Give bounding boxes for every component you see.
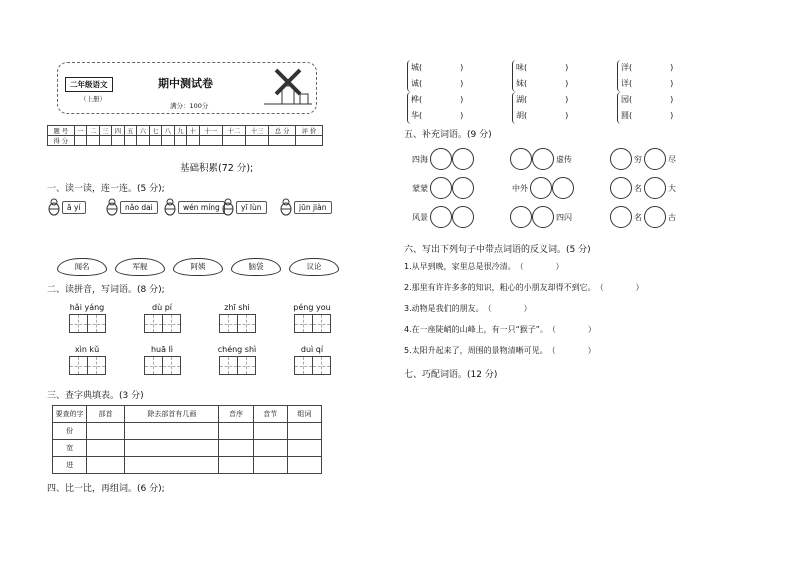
dict-input-cell[interactable] [125, 440, 219, 457]
q1-word-leaf: 军舰 [115, 258, 165, 276]
score-header-cell: 九 [174, 126, 186, 136]
score-input-cell[interactable] [222, 136, 245, 146]
score-input-cell[interactable] [269, 136, 296, 146]
q2-word-item [202, 303, 272, 333]
writing-boxes [202, 314, 272, 333]
q5-item [410, 148, 474, 170]
score-header-cell: 评 价 [296, 126, 323, 136]
dict-char-cell: 进 [53, 457, 87, 474]
q5-item [410, 206, 474, 228]
writing-cell[interactable] [162, 314, 181, 333]
dict-char-cell: 宽 [53, 440, 87, 457]
q1-pinyin-item [105, 198, 158, 216]
q2-pinyin: huā lì [150, 345, 174, 354]
q5-grid [410, 148, 710, 230]
apple-blank-icon[interactable] [644, 148, 666, 170]
q1-pinyin-row [47, 198, 337, 218]
apple-blank-icon[interactable] [610, 206, 632, 228]
q5-word: 穷 [634, 154, 642, 164]
writing-cell[interactable] [294, 356, 313, 375]
q1-pinyin-item [47, 198, 86, 216]
q4-close: ) [670, 95, 674, 104]
total-score: 满分：100分 [170, 102, 209, 110]
bee-icon [163, 198, 177, 216]
q2-pinyin: péng you [293, 303, 331, 312]
score-input-cell[interactable] [246, 136, 269, 146]
q4-char: 味( [516, 63, 528, 72]
dict-table [52, 405, 322, 474]
apple-blank-icon[interactable] [430, 177, 452, 199]
apple-blank-icon[interactable] [452, 177, 474, 199]
volume-label: （上册） [80, 95, 106, 103]
score-header-cell: 四 [112, 126, 124, 136]
q5-word: 虚传 [556, 154, 572, 164]
q1-pinyin-text: nǎo dai [120, 201, 158, 214]
dict-input-cell[interactable] [219, 440, 253, 457]
score-table [47, 125, 323, 146]
score-row-label: 得 分 [48, 136, 75, 146]
score-input-cell[interactable] [187, 136, 199, 146]
bee-icon [47, 198, 61, 216]
apple-blank-icon[interactable] [430, 148, 452, 170]
q4-item [411, 60, 463, 76]
score-input-cell[interactable] [162, 136, 174, 146]
apple-blank-icon[interactable] [532, 206, 554, 228]
q1-word-leaf: 议论 [289, 258, 339, 276]
dict-input-cell[interactable] [125, 457, 219, 474]
score-header-cell: 三 [99, 126, 111, 136]
score-input-cell[interactable] [74, 136, 86, 146]
q5-word: 中外 [512, 183, 528, 193]
q4-char: 详( [621, 79, 633, 88]
q4-close: ) [565, 111, 569, 120]
q4-close: ) [670, 79, 674, 88]
q1-pinyin-text: yī lùn [236, 201, 267, 214]
q4-char: 园( [621, 95, 633, 104]
q4-char: 洋( [621, 63, 633, 72]
writing-cell[interactable] [219, 356, 238, 375]
q4-pair [617, 92, 673, 124]
q4-char: 湖( [516, 95, 528, 104]
writing-cell[interactable] [144, 356, 163, 375]
writing-cell[interactable] [237, 314, 256, 333]
q2-word-item [277, 303, 347, 333]
q4-close: ) [565, 63, 569, 72]
q4-char: 桦( [411, 95, 423, 104]
q2-pinyin: zhī shi [224, 303, 250, 312]
apple-blank-icon[interactable] [610, 177, 632, 199]
dict-header-cell: 除去部首有几画 [125, 406, 219, 423]
dict-input-cell[interactable] [287, 423, 321, 440]
writing-boxes [277, 314, 347, 333]
apple-blank-icon[interactable] [452, 206, 474, 228]
q5-item [610, 148, 678, 170]
q6-sentences [404, 261, 724, 366]
apple-blank-icon[interactable] [510, 148, 532, 170]
q4-char: 胡( [516, 111, 528, 120]
score-input-cell[interactable] [199, 136, 222, 146]
q6-sentence: 3.动物是我们的朋友。 （ ） [404, 304, 532, 313]
q4-item [516, 76, 568, 92]
apple-blank-icon[interactable] [552, 177, 574, 199]
dict-input-cell[interactable] [253, 440, 287, 457]
q1-word-leaf: 脑袋 [231, 258, 281, 276]
basic-section-title: 基础积累(72 分); [180, 163, 254, 174]
q6-sentence: 2.那里有许许多多的知识，粗心的小朋友却得不到它。 （ ） [404, 283, 644, 292]
q5-item [510, 206, 574, 228]
q5-item [510, 148, 574, 170]
writing-cell[interactable] [219, 314, 238, 333]
apple-blank-icon[interactable] [452, 148, 474, 170]
q4-pair [407, 92, 463, 124]
q4-char: 妹( [516, 79, 528, 88]
q2-pinyin: hǎi yáng [69, 303, 105, 312]
apple-blank-icon[interactable] [644, 206, 666, 228]
dict-input-cell[interactable] [87, 440, 125, 457]
q2-word-item [127, 345, 197, 375]
q2-pinyin: duì qí [300, 345, 324, 354]
score-header-cell: 十一 [199, 126, 222, 136]
q4-item [516, 92, 568, 108]
q2-word-item [202, 345, 272, 375]
q2-pinyin: dù pí [152, 303, 172, 312]
q1-pinyin-text: wén míng [178, 201, 225, 214]
q4-groups [407, 60, 707, 122]
q5-word: 尽 [668, 154, 676, 164]
q5-word: 大 [668, 183, 676, 193]
writing-cell[interactable] [87, 314, 106, 333]
q4-char: 诚( [411, 79, 423, 88]
dict-header-cell: 音序 [219, 406, 253, 423]
q5-word: 四海 [412, 154, 428, 164]
q4-item [516, 108, 568, 124]
q1-word-leaf: 阿姨 [173, 258, 223, 276]
apple-blank-icon[interactable] [610, 148, 632, 170]
score-header-cell: 十二 [222, 126, 245, 136]
apple-blank-icon[interactable] [430, 206, 452, 228]
q4-close: ) [460, 95, 464, 104]
dict-input-cell[interactable] [253, 423, 287, 440]
apple-blank-icon[interactable] [644, 177, 666, 199]
q4-item [621, 92, 673, 108]
q6-sentence: 5.太阳升起来了，周围的景物清晰可见。 （ ） [404, 346, 596, 355]
q1-pinyin-text: ā yí [62, 201, 86, 214]
q1-pinyin-text: jūn jiàn [294, 201, 332, 214]
q4-pair [512, 60, 568, 92]
q3-title: 三、查字典填表。(3 分) [47, 391, 144, 401]
q2-title: 二、读拼音，写词语。(8 分); [47, 285, 165, 295]
score-header-cell: 题 号 [48, 126, 75, 136]
dict-header-cell: 部首 [87, 406, 125, 423]
q4-item [516, 60, 568, 76]
q5-title: 五、补充词语。(9 分) [404, 130, 492, 140]
exam-title: 期中测试卷 [158, 77, 213, 90]
writing-cell[interactable] [162, 356, 181, 375]
q6-sentence: 4.在一座陡峭的山峰上，有一只“猴子”。 （ ） [404, 325, 596, 334]
q5-item [510, 177, 574, 199]
writing-cell[interactable] [312, 356, 331, 375]
writing-cell[interactable] [87, 356, 106, 375]
q4-char: 华( [411, 111, 423, 120]
q4-char: 城( [411, 63, 423, 72]
q2-grid [52, 303, 342, 383]
writing-boxes [52, 356, 122, 375]
q4-close: ) [670, 63, 674, 72]
writing-cell[interactable] [69, 356, 88, 375]
apple-blank-icon[interactable] [530, 177, 552, 199]
score-header-cell: 一 [74, 126, 86, 136]
windmill-icon [262, 66, 314, 108]
q5-item [410, 177, 474, 199]
q2-pinyin: xìn kǔ [74, 345, 100, 354]
score-input-cell[interactable] [174, 136, 186, 146]
q4-close: ) [460, 111, 464, 120]
q5-word: 四闪 [556, 212, 572, 222]
q4-pair [617, 60, 673, 92]
q4-close: ) [565, 95, 569, 104]
writing-cell[interactable] [312, 314, 331, 333]
writing-boxes [277, 356, 347, 375]
dict-input-cell[interactable] [125, 423, 219, 440]
writing-boxes [127, 356, 197, 375]
dict-input-cell[interactable] [219, 423, 253, 440]
score-header-cell: 总 分 [269, 126, 296, 136]
writing-cell[interactable] [144, 314, 163, 333]
q1-words-row [57, 258, 347, 278]
writing-boxes [127, 314, 197, 333]
dict-header-cell: 组词 [287, 406, 321, 423]
q4-item [411, 108, 463, 124]
dict-input-cell[interactable] [87, 457, 125, 474]
q4-close: ) [460, 63, 464, 72]
dict-input-cell[interactable] [287, 440, 321, 457]
score-input-cell[interactable] [137, 136, 149, 146]
q4-title: 四、比一比，再组词。(6 分); [47, 484, 165, 494]
bee-icon [221, 198, 235, 216]
q4-close: ) [565, 79, 569, 88]
q4-pair [407, 60, 463, 92]
dict-input-cell[interactable] [219, 457, 253, 474]
writing-cell[interactable] [237, 356, 256, 375]
score-input-cell[interactable] [112, 136, 124, 146]
score-header-cell: 十 [187, 126, 199, 136]
dict-input-cell[interactable] [87, 423, 125, 440]
score-header-cell: 六 [137, 126, 149, 136]
q6-title: 六、写出下列句子中带点词语的反义词。(5 分) [404, 245, 591, 255]
q2-pinyin: chéng shì [217, 345, 257, 354]
score-input-cell[interactable] [87, 136, 99, 146]
grade-label: 二年级语文 [65, 77, 113, 92]
q7-title: 七、巧配词语。(12 分) [404, 370, 498, 380]
q5-word: 名 [634, 212, 642, 222]
q4-char: 圆( [621, 111, 633, 120]
q1-word-leaf: 闻名 [57, 258, 107, 276]
q1-title: 一、读一读，连一连。(5 分); [47, 184, 165, 194]
dict-header-cell: 要查的字 [53, 406, 87, 423]
q4-item [411, 76, 463, 92]
writing-boxes [52, 314, 122, 333]
dict-input-cell[interactable] [287, 457, 321, 474]
q4-close: ) [670, 111, 674, 120]
dict-input-cell[interactable] [253, 457, 287, 474]
apple-blank-icon[interactable] [510, 206, 532, 228]
q2-word-item [52, 303, 122, 333]
q4-item [621, 76, 673, 92]
q4-item [411, 92, 463, 108]
score-header-cell: 七 [149, 126, 161, 136]
q6-sentence: 1.从早到晚，家里总是很冷清。 （ ） [404, 262, 564, 271]
q5-item [610, 177, 678, 199]
score-header-cell: 五 [124, 126, 136, 136]
q4-close: ) [460, 79, 464, 88]
q2-word-item [127, 303, 197, 333]
writing-cell[interactable] [69, 314, 88, 333]
q2-word-item [277, 345, 347, 375]
q5-word: 风景 [412, 212, 428, 222]
q1-pinyin-item [163, 198, 225, 216]
writing-boxes [202, 356, 272, 375]
score-header-cell: 八 [162, 126, 174, 136]
q5-word: 古 [668, 212, 676, 222]
apple-blank-icon[interactable] [532, 148, 554, 170]
q4-item [621, 108, 673, 124]
score-input-cell[interactable] [296, 136, 323, 146]
score-input-cell[interactable] [99, 136, 111, 146]
dict-char-cell: 份 [53, 423, 87, 440]
bee-icon [105, 198, 119, 216]
score-header-cell: 十三 [246, 126, 269, 136]
writing-cell[interactable] [294, 314, 313, 333]
q4-pair [512, 92, 568, 124]
score-input-cell[interactable] [124, 136, 136, 146]
q1-pinyin-item [279, 198, 332, 216]
q1-pinyin-item [221, 198, 267, 216]
q2-word-item [52, 345, 122, 375]
score-header-cell: 二 [87, 126, 99, 136]
dict-header-cell: 音节 [253, 406, 287, 423]
q5-item [610, 206, 678, 228]
q5-word: 名 [634, 183, 642, 193]
bee-icon [279, 198, 293, 216]
q5-word: 蒙蒙 [412, 183, 428, 193]
q4-item [621, 60, 673, 76]
score-input-cell[interactable] [149, 136, 161, 146]
